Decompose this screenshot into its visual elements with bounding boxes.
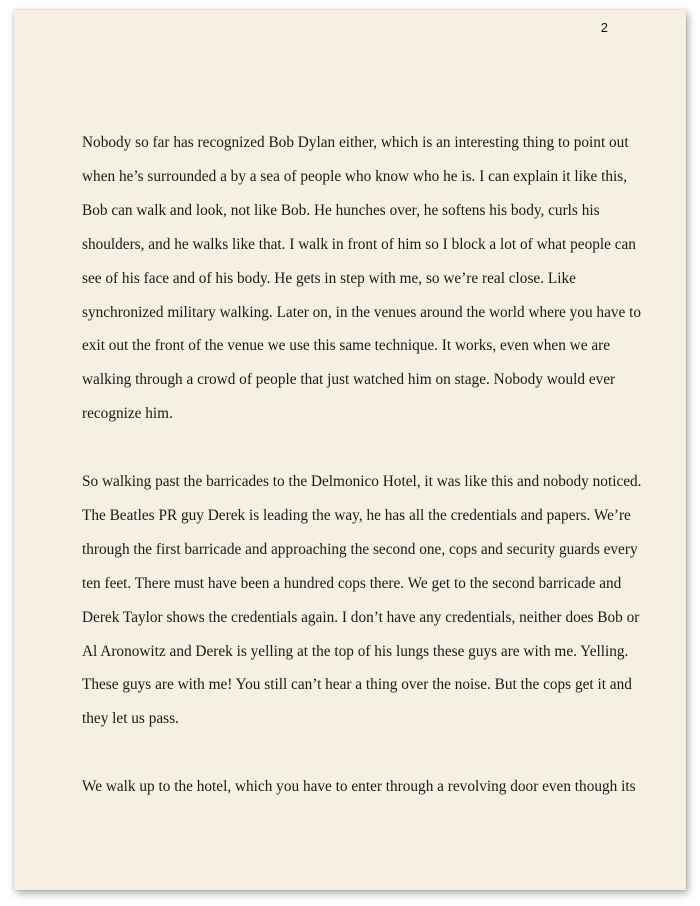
text-line: exit out the front of the venue we use this same technique. It works, even when we are [82,337,610,355]
text-line: recognize him. [82,405,173,423]
document-page [14,10,686,890]
text-line: Al Aronowitz and Derek is yelling at the top of his lungs these guys are with me. Yelling. [82,642,629,660]
paragraph [82,465,642,736]
text-line: ten feet. There must have been a hundred cops there. We get to the second barricade and [82,574,622,592]
text-line: Bob can walk and look, not like Bob. He hunches over, he softens his body, curls his [82,201,600,219]
text-line: through the first barricade and approaching the second one, cops and security guards every [82,540,638,558]
paragraph [82,770,642,804]
text-line: synchronized military walking. Later on, in the venues around the world where you have to [82,303,642,321]
text-line: they let us pass. [82,710,179,728]
text-line: shoulders, and he walks like that. I walk in front of him so I block a lot of what people can [82,235,636,253]
text-line: The Beatles PR guy Derek is leading the way, he has all the credentials and papers. We’re [82,506,631,524]
text-line: Derek Taylor shows the credentials again. I don’t have any credentials, neither does Bob or [82,608,640,626]
text-line: see of his face and of his body. He gets in step with me, so we’re real close. Like [82,269,576,287]
text-line: These guys are with me! You still can’t hear a thing over the noise. But the cops get it and [82,676,632,694]
text-line: walking through a crowd of people that just watched him on stage. Nobody would ever [82,371,616,389]
text-line: So walking past the barricades to the Delmonico Hotel, it was like this and nobody noticed. [82,473,642,491]
paragraph [82,126,642,431]
text-line: We walk up to the hotel, which you have to enter through a revolving door even though its [82,778,636,796]
body-text [82,126,642,838]
page-number: 2 [600,20,608,35]
text-line: when he’s surrounded a by a sea of people who know who he is. I can explain it like this, [82,167,628,185]
text-line: Nobody so far has recognized Bob Dylan either, which is an interesting thing to point out [82,134,629,151]
